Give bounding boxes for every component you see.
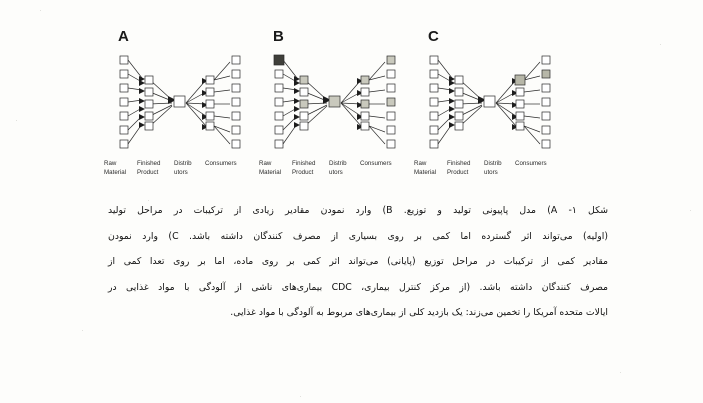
contaminated-source-node: [274, 55, 284, 65]
scan-speck: [82, 330, 83, 331]
scan-speck: [300, 396, 301, 397]
caption-line-5: ایالات متحده آمریکا را تخمین می‌زند: یک بازدید کلی از بیماری‌های مربوط به آلودگی با مواد غذایی.: [230, 307, 608, 318]
scan-speck: [40, 10, 41, 11]
column-label-consumers: Consumers: [360, 160, 392, 167]
panel-b-column-labels: [257, 160, 413, 186]
panel-a-label: A: [118, 28, 130, 45]
scan-speck: [620, 372, 621, 373]
scan-speck: [148, 200, 149, 201]
panel-c-label: C: [428, 28, 440, 45]
column-label-raw-material: Raw Material: [259, 160, 282, 176]
panel-b-label: B: [273, 28, 285, 45]
column-label-distributors: Distrib utors: [174, 160, 192, 176]
column-label-distributors: Distrib utors: [484, 160, 502, 176]
scan-speck: [690, 210, 691, 211]
panel-b: [255, 28, 415, 188]
panel-c: [410, 28, 570, 188]
column-label-consumers: Consumers: [205, 160, 237, 167]
panel-a-diagram: [106, 48, 258, 158]
scan-speck: [16, 120, 17, 121]
column-label-consumers: Consumers: [515, 160, 547, 167]
column-label-finished-product: Finished Product: [447, 160, 471, 176]
column-label-distributors: Distrib utors: [329, 160, 347, 176]
caption-line-3: مقادیر کمی از ترکیبات در مراحل توزیع (پایانی) می‌تواند اثر کمی بر روی ماده، اما بر روی تعدا کمی از: [108, 256, 608, 267]
scan-speck: [660, 44, 661, 45]
panel-a: [100, 28, 260, 188]
caption-line-1: شکل ۱- A) مدل پاپیونی تولید و توزیع. B) وارد نمودن مقادیر زیادی از ترکیبات در مراحل تولید: [108, 205, 608, 216]
column-label-raw-material: Raw Material: [104, 160, 127, 176]
column-label-finished-product: Finished Product: [137, 160, 161, 176]
column-label-raw-material: Raw Material: [414, 160, 437, 176]
panel-c-column-labels: [412, 160, 568, 186]
column-label-finished-product: Finished Product: [292, 160, 316, 176]
panel-c-diagram: [416, 48, 568, 158]
affected-distributor-node: [515, 75, 525, 85]
bowtie-figure: [100, 28, 580, 188]
caption-line-2: (اولیه) می‌تواند اثر گسترده اما کمی بر روی بسیاری از مصرف کنندگان داشته باشد. C) وارد نمودن: [108, 230, 608, 242]
figure-caption: [108, 205, 608, 333]
panel-a-column-labels: [102, 160, 258, 186]
caption-line-4: مصرف کنندگان داشته باشد. (از مرکز کنترل بیماری، CDC بیماری‌های ناشی از آلودگی با مواد غذایی در: [108, 281, 608, 293]
panel-b-diagram: [261, 48, 413, 158]
